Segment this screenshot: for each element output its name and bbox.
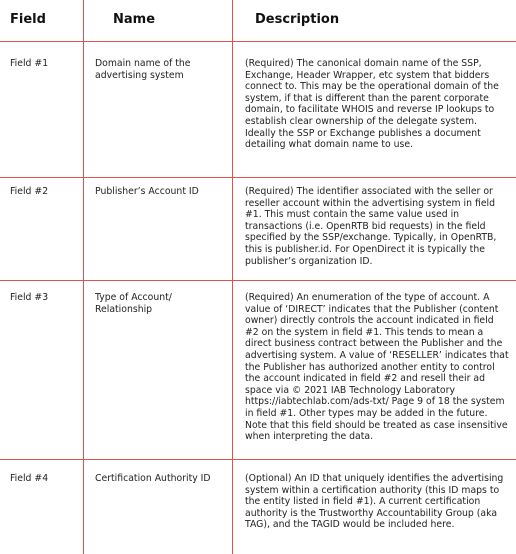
row-rule: [0, 177, 516, 178]
row-4-description: (Optional) An ID that uniquely identifies the advertising system within a certification authority (this ID maps to the entity listed in field #1). A current certification authority is the Trustworthy Accountability Group (aka TAG), and the TAGID would be included here.: [245, 473, 504, 531]
row-rule: [0, 459, 516, 460]
row-4-name: Certification Authority ID: [95, 473, 211, 484]
row-2-field: Field #2: [10, 186, 49, 197]
column-divider: [83, 0, 84, 554]
row-1-description: (Required) The canonical domain name of the SSP, Exchange, Header Wrapper, etc system that bidders connect to. This may be the operational domain of the system, if that is different than the parent corporate domain, to facilitate WHOIS and reverse IP lookups to establish clear ownership of the delegate system. Ideally the SSP or Exchange publishes a document detailing what domain name to use.: [245, 58, 499, 151]
row-3-field: Field #3: [10, 292, 49, 303]
header-field: Field: [10, 12, 46, 27]
row-rule: [0, 280, 516, 281]
row-2-name: Publisher’s Account ID: [95, 186, 199, 197]
header-description: Description: [255, 12, 340, 27]
row-3-description: (Required) An enumeration of the type of account. A value of ‘DIRECT’ indicates that the Publisher (content owner) directly controls the account indicated in field #2 on the system in field #1. This tends to mean a direct business contract between the Publisher and the advertising system. A value of ‘RESELLER’ indicates that the Publisher has authorized another entity to control the account indicated in field #2 and resell their ad space via © 2021 IAB Technology Laboratory https://iabtechlab.com/ads-txt/ Page 9 of 18 the system in field #1. Other types may be added in the future. Note that this field should be treated as case insensitive when interpreting the data.: [245, 292, 509, 443]
row-1-name: Domain name of the advertising system: [95, 58, 191, 81]
row-3-name: Type of Account/ Relationship: [95, 292, 172, 315]
row-2-description: (Required) The identifier associated with the seller or reseller account within the advertising system in field #1. This must contain the same value used in transactions (i.e. OpenRTB bid requests) in the field specified by the SSP/exchange. Typically, in OpenRTB, this is publisher.id. For OpenDirect it is typically the publisher’s organization ID.: [245, 186, 497, 267]
column-divider: [232, 0, 233, 554]
header-rule: [0, 41, 516, 42]
row-4-field: Field #4: [10, 473, 49, 484]
row-1-field: Field #1: [10, 58, 49, 69]
header-name: Name: [113, 12, 156, 27]
